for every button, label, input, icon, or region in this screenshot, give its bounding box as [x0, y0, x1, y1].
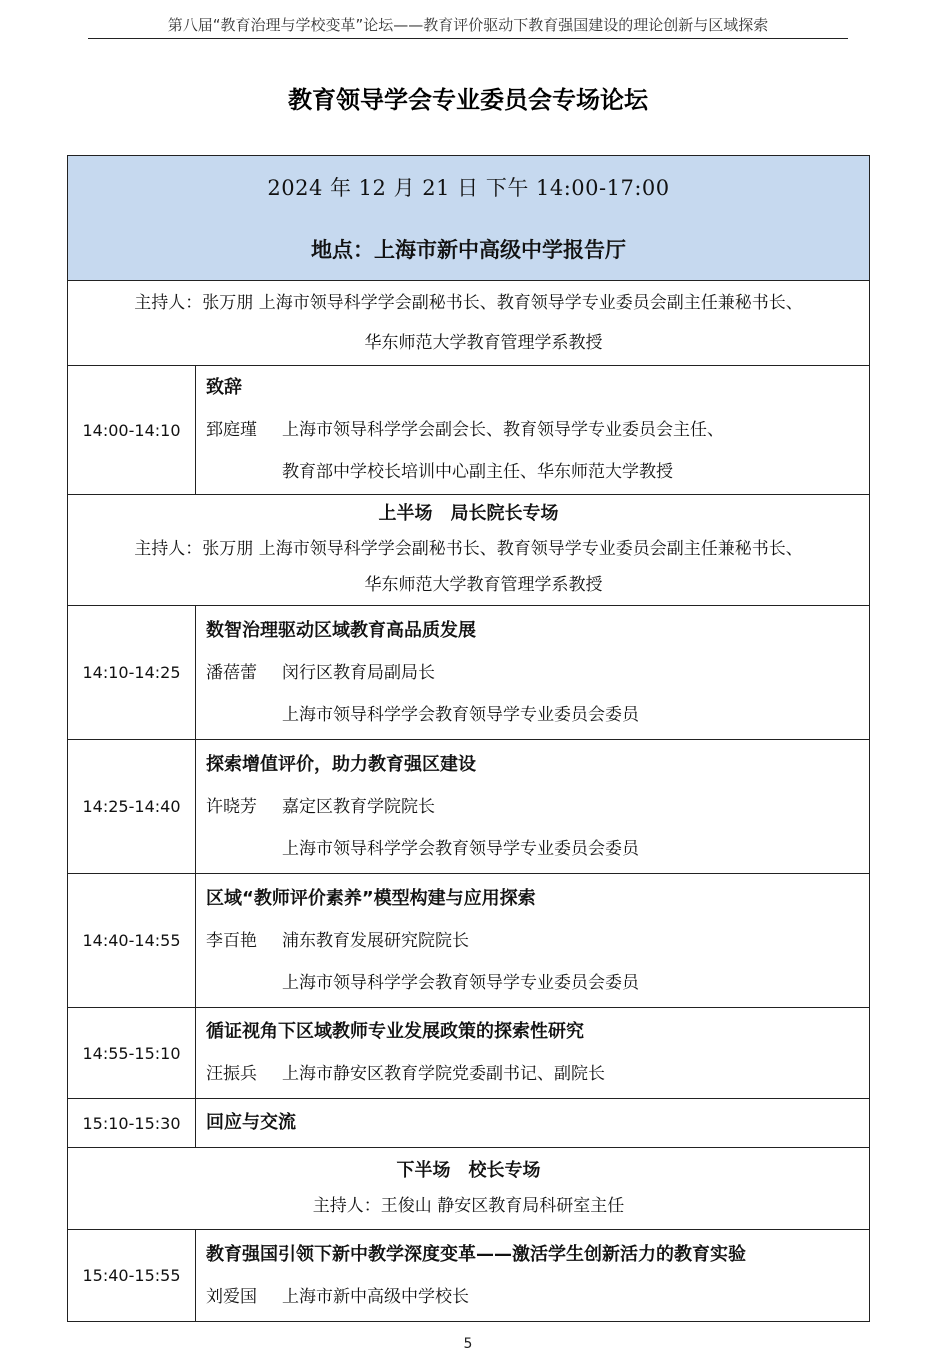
- agenda-row: [68, 606, 870, 740]
- speaker-line: [206, 652, 869, 694]
- speaker-affiliation: 嘉定区教育学院院长: [282, 796, 435, 817]
- speaker-affiliation-2: 上海市领导科学学会教育领导学专业委员会委员: [282, 972, 639, 993]
- section-host-line1: 主持人：王俊山 静安区教育局科研室主任: [312, 1195, 625, 1216]
- speaker-name: 李百艳: [206, 930, 257, 951]
- speaker-affiliation: 上海市静安区教育学院党委副书记、副院长: [282, 1064, 605, 1084]
- agenda-row: [68, 874, 870, 1008]
- opening-host-line2: 华东师范大学教育管理学系教授: [364, 333, 603, 353]
- speaker-affiliation-2: 教育部中学校长培训中心副主任、华东师范大学教授: [282, 462, 673, 482]
- agenda-row: [68, 1008, 870, 1099]
- opening-host-row: [68, 281, 870, 366]
- speaker-name: 郅庭瑾: [206, 420, 257, 440]
- talk-title: 区域“教师评价素养”模型构建与应用探索: [206, 887, 536, 909]
- speaker-line: [206, 409, 869, 451]
- agenda-item: [196, 366, 870, 495]
- running-header: 第八届“教育治理与学校变革”论坛——教育评价驱动下教育强国建设的理论创新与区域探索: [167, 16, 769, 34]
- talk-title: 探索增值评价，助力教育强区建设: [206, 753, 476, 775]
- speaker-affiliation-2: 上海市领导科学学会教育领导学专业委员会委员: [282, 838, 639, 859]
- agenda-row: [68, 740, 870, 874]
- speaker-name: 汪振兵: [206, 1064, 257, 1084]
- speaker-line: [206, 1276, 869, 1318]
- speaker-line: [206, 920, 869, 962]
- talk-title: 循证视角下区域教师专业发展政策的探索性研究: [206, 1021, 584, 1042]
- time-slot: 15:10-15:30: [68, 1099, 196, 1148]
- event-datetime: 2024 年 12 月 21 日 下午 14:00-17:00: [267, 176, 670, 200]
- talk-title: 回应与交流: [206, 1112, 296, 1133]
- event-location: 地点：上海市新中高级中学报告厅: [311, 238, 626, 262]
- talk-title: 致辞: [206, 377, 242, 398]
- speaker-line: [206, 786, 869, 828]
- agenda-row: [68, 1230, 870, 1322]
- talk-title: 教育强国引领下新中教学深度变革——激活学生创新活力的教育实验: [206, 1243, 746, 1265]
- agenda-item: [196, 1008, 870, 1099]
- page-number: 5: [463, 1336, 473, 1352]
- banner-row: [68, 156, 870, 281]
- time-slot: 14:00-14:10: [68, 366, 196, 495]
- speaker-affiliation: 浦东教育发展研究院院长: [282, 930, 469, 951]
- section-row-first-half: [68, 495, 870, 606]
- agenda-item: [196, 874, 870, 1008]
- section-host-line1: 主持人：张万朋 上海市领导科学学会副秘书长、教育领导学专业委员会副主任兼秘书长、: [134, 539, 803, 559]
- agenda-item: [196, 1099, 870, 1148]
- section-host-line2: 华东师范大学教育管理学系教授: [364, 575, 603, 595]
- time-slot: 14:40-14:55: [68, 874, 196, 1008]
- agenda-row-discussion: [68, 1099, 870, 1148]
- speaker-affiliation: 上海市新中高级中学校长: [282, 1286, 469, 1307]
- opening-host: [68, 281, 870, 366]
- speaker-name: 刘爱国: [206, 1286, 257, 1307]
- time-slot: 15:40-15:55: [68, 1230, 196, 1322]
- talk-title: 数智治理驱动区域教育高品质发展: [206, 619, 476, 641]
- header-rule: [88, 38, 848, 39]
- speaker-name: 潘蓓蕾: [206, 662, 257, 683]
- opening-host-line1: 主持人：张万朋 上海市领导科学学会副秘书长、教育领导学专业委员会副主任兼秘书长、: [134, 293, 803, 313]
- banner: [68, 156, 870, 281]
- speaker-affiliation-2: 上海市领导科学学会教育领导学专业委员会委员: [282, 704, 639, 725]
- section-header: [68, 495, 870, 606]
- agenda-table: [67, 155, 870, 1322]
- agenda-item: [196, 1230, 870, 1322]
- speaker-affiliation: 闵行区教育局副局长: [282, 662, 435, 683]
- agenda-item: [196, 740, 870, 874]
- section-header: [68, 1148, 870, 1230]
- page-title: 教育领导学会专业委员会专场论坛: [288, 86, 648, 114]
- agenda-item: [196, 606, 870, 740]
- speaker-affiliation: 上海市领导科学学会副会长、教育领导学专业委员会主任、: [282, 420, 724, 440]
- time-slot: 14:25-14:40: [68, 740, 196, 874]
- section-row-second-half: [68, 1148, 870, 1230]
- section-title: 上半场 局长院长专场: [378, 503, 559, 524]
- speaker-line: [206, 1053, 869, 1095]
- section-title: 下半场 校长专场: [396, 1159, 541, 1181]
- time-slot: 14:10-14:25: [68, 606, 196, 740]
- speaker-name: 许晓芳: [206, 796, 257, 817]
- agenda-row-opening: [68, 366, 870, 495]
- time-slot: 14:55-15:10: [68, 1008, 196, 1099]
